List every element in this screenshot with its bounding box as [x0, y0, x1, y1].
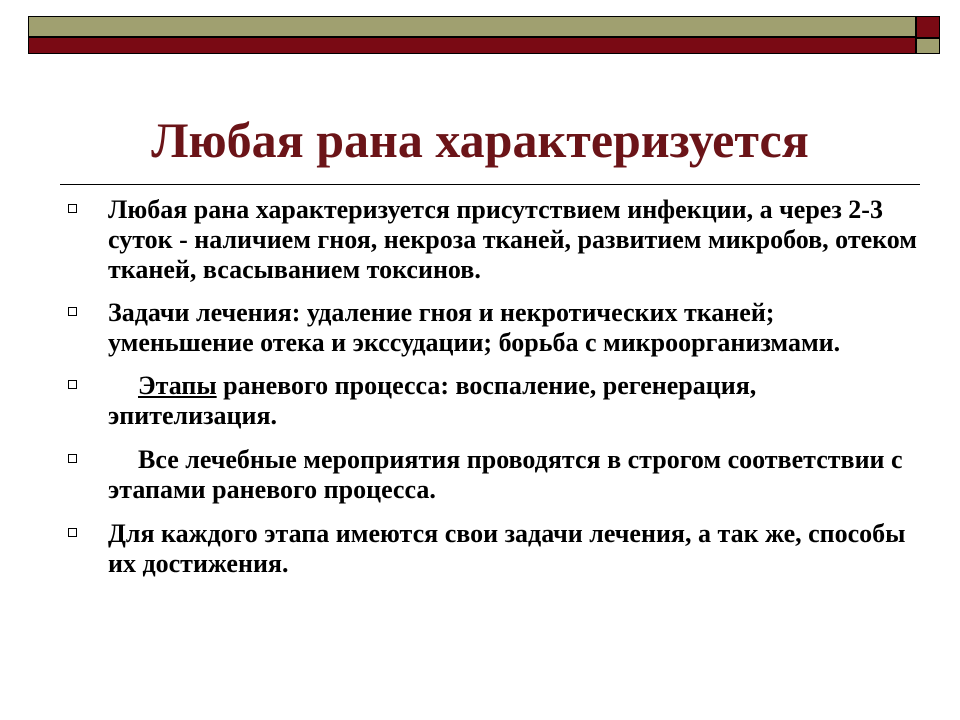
bullet-list	[60, 195, 920, 579]
underlined-term: Этапы	[138, 371, 217, 400]
bullet-text-main: Все лечебные мероприятия проводятся в строгом соответствии с этапами раневого процесса.	[108, 445, 903, 504]
bullet-item	[60, 445, 920, 505]
title-divider	[60, 184, 920, 185]
corner-square-olive	[916, 38, 940, 54]
square-bullet-icon	[68, 528, 77, 537]
square-bullet-icon	[68, 380, 77, 389]
square-bullet-icon	[68, 454, 77, 463]
header-band-maroon	[28, 37, 916, 54]
header-band-olive	[28, 16, 916, 37]
bullet-item	[60, 298, 920, 358]
square-bullet-icon	[68, 204, 77, 213]
bullet-text	[108, 371, 920, 431]
bullet-text	[108, 445, 920, 505]
bullet-item	[60, 519, 920, 579]
bullet-text: Любая рана характеризуется присутствием инфекции, а через 2-3 суток - наличием гноя, некроза тканей, развитием микробов, отеком тканей, всасыванием токсинов.	[108, 195, 917, 284]
bullet-item	[60, 371, 920, 431]
corner-square-maroon	[916, 16, 940, 38]
square-bullet-icon	[68, 307, 77, 316]
slide-title: Любая рана характеризуется	[151, 112, 809, 168]
bullet-item	[60, 195, 920, 285]
bullet-text: Для каждого этапа имеются свои задачи лечения, а так же, способы их достижения.	[108, 519, 906, 578]
bullet-text: Задачи лечения: удаление гноя и некротических тканей; уменьшение отека и экссудации; борьба с микроорганизмами.	[108, 298, 841, 357]
bullet-text-rest: раневого процесса: воспаление, регенерация, эпителизация.	[108, 371, 757, 430]
